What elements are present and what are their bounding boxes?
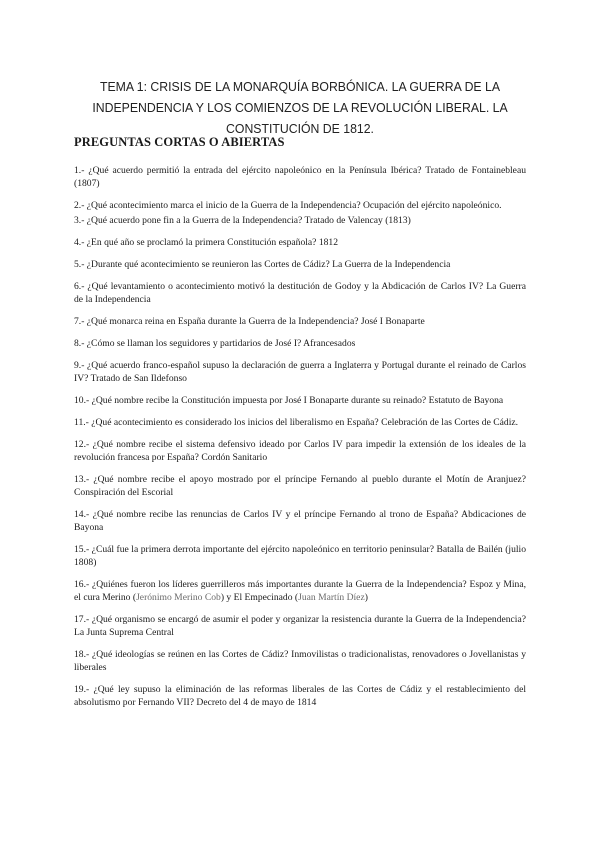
question-16-name-merino: Jerónimo Merino Cob xyxy=(136,592,221,603)
question-16-text-a: 16.- ¿Quiénes fueron los líderes guerrilleros más importantes durante la Guerra de la Independencia? Espoz y Mina, el cura Merino ( xyxy=(74,579,526,603)
question-16-text-c: ) xyxy=(364,592,368,603)
question-item: 2.- ¿Qué acontecimiento marca el inicio de la Guerra de la Independencia? Ocupación del ejército napoleónico. xyxy=(74,200,502,211)
question-item: 4.- ¿En qué año se proclamó la primera Constitución española? 1812 xyxy=(74,237,339,248)
question-item: 19.- ¿Qué ley supuso la eliminación de las reformas liberales de las Cortes de Cádiz y el restablecimiento del absolutismo por Fernando VII? Decreto del 4 de mayo de 1814 xyxy=(74,684,526,708)
question-item: 9.- ¿Qué acuerdo franco-español supuso la declaración de guerra a Inglaterra y Portugal durante el reinado de Carlos IV? Tratado de San Ildefonso xyxy=(74,360,526,384)
question-item-16 xyxy=(74,578,526,604)
question-item: 12.- ¿Qué nombre recibe el sistema defensivo ideado por Carlos IV para impedir la extensión de los ideales de la revolución francesa por España? Cordón Sanitario xyxy=(74,439,526,463)
question-item: 7.- ¿Qué monarca reina en España durante la Guerra de la Independencia? José I Bonaparte xyxy=(74,316,425,327)
question-item: 17.- ¿Qué organismo se encargó de asumir el poder y organizar la resistencia durante la Guerra de la Independencia? La Junta Suprema Central xyxy=(74,614,526,638)
question-16-text-b: ) y El Empecinado ( xyxy=(220,592,299,603)
question-item: 15.- ¿Cuál fue la primera derrota importante del ejército napoleónico en territorio peninsular? Batalla de Bailén (julio 1808) xyxy=(74,544,526,568)
question-item: 8.- ¿Cómo se llaman los seguidores y partidarios de José I? Afrancesados xyxy=(74,338,356,349)
question-item: 6.- ¿Qué levantamiento o acontecimiento motivó la destitución de Godoy y la Abdicación de Carlos IV? La Guerra de la Independencia xyxy=(74,281,526,305)
section-heading: PREGUNTAS CORTAS O ABIERTAS xyxy=(74,135,285,149)
question-item: 18.- ¿Qué ideologías se reúnen en las Cortes de Cádiz? Inmovilistas o tradicionalistas, renovadores o Jovellanistas y liberales xyxy=(74,649,526,673)
question-item: 11.- ¿Qué acontecimiento es considerado los inicios del liberalismo en España? Celebración de las Cortes de Cádiz. xyxy=(74,417,519,428)
question-16-name-empecinado: Juan Martín Díez xyxy=(298,592,365,603)
question-item: 3.- ¿Qué acuerdo pone fin a la Guerra de la Independencia? Tratado de Valencay (1813) xyxy=(74,215,411,226)
question-item: 1.- ¿Qué acuerdo permitió la entrada del ejército napoleónico en la Península Ibérica? Tratado de Fontainebleau (1807) xyxy=(74,165,526,189)
question-item: 14.- ¿Qué nombre recibe las renuncias de Carlos IV y el príncipe Fernando al trono de España? Abdicaciones de Bayona xyxy=(74,509,526,533)
question-item: 5.- ¿Durante qué acontecimiento se reunieron las Cortes de Cádiz? La Guerra de la Independencia xyxy=(74,259,451,270)
document-title: TEMA 1: CRISIS DE LA MONARQUÍA BORBÓNICA. LA GUERRA DE LA INDEPENDENCIA Y LOS COMIENZOS DE LA REVOLUCIÓN LIBERAL. LA CONSTITUCIÓN DE 1812. xyxy=(92,79,508,136)
question-item: 10.- ¿Qué nombre recibe la Constitución impuesta por José I Bonaparte durante su reinado? Estatuto de Bayona xyxy=(74,395,504,406)
question-item: 13.- ¿Qué nombre recibe el apoyo mostrado por el príncipe Fernando al pueblo durante el Motín de Aranjuez? Conspiración del Escorial xyxy=(74,474,526,498)
questions-list xyxy=(74,164,526,709)
